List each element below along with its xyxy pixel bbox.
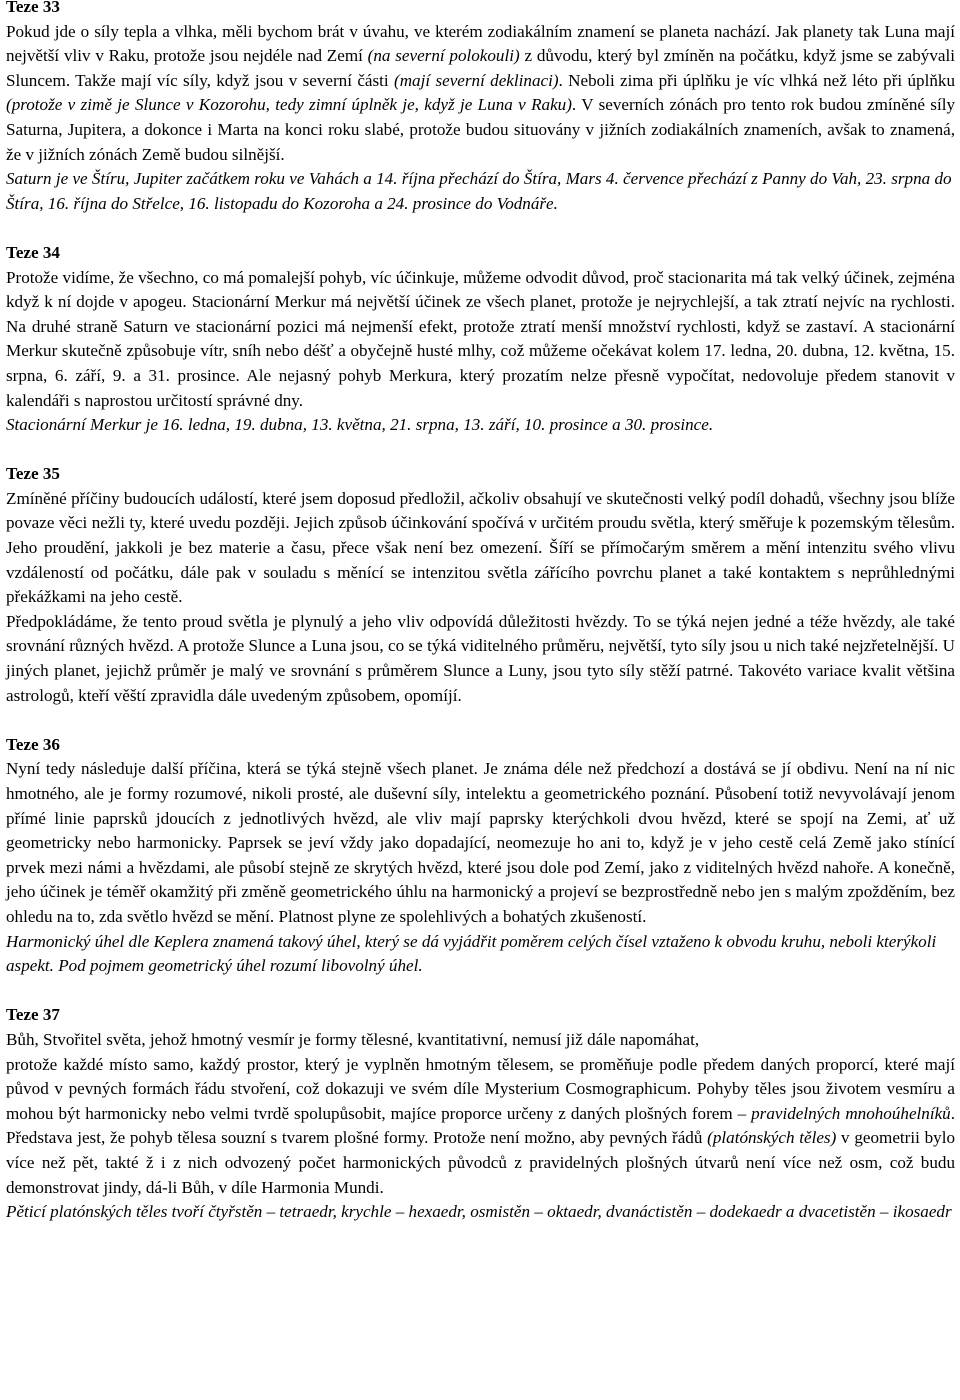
- text-run: . Představa jest, že pohyb tělesa souzní s tvarem plošné formy. Protože není možno, aby pevných řádů: [6, 1103, 955, 1148]
- body-paragraph: [6, 413, 955, 438]
- section-heading: Teze 35: [6, 464, 60, 484]
- italic-text: (platónských těles): [707, 1128, 837, 1148]
- italic-text: (na severní polokouli): [367, 46, 520, 66]
- body-paragraph: [6, 487, 955, 610]
- thesis-section: [6, 241, 955, 438]
- body-paragraph: [6, 167, 955, 216]
- section-heading: Teze 36: [6, 734, 60, 754]
- document-page: [6, 0, 955, 1225]
- text-run: . Neboli zima při úplňku je víc vlhká než léto při úplňku: [558, 70, 955, 90]
- text-run: Zmíněné příčiny budoucích událostí, které jsem doposud předložil, ačkoliv obsahují ve skutečnosti velký podíl dohadů, všechny jsou blíže povaze věci nežli ty, které uvedu později. Jejich způsob účinkování spočívá v určitém proudu světla, který směřuje k pozemským tělesům. Jeho proudění, jakkoli je bez materie a času, přece však není bez omezení. Šíří se přímočarým směrem a mění intenzitu svého vlivu vzdáleností od počátku, dále pak v souladu s měnící se intenzitou světla zářícího povrchu planet a také kontaktem s neprůhlednými překážkami na jeho cestě.: [6, 488, 955, 607]
- thesis-section: [6, 733, 955, 979]
- text-run: v geometrii bylo více než pět, takté ž i z nich odvozený počet harmonických původců z pravidelných plošných útvarů není více než osm, což budu demonstrovat jindy, dá-li Bůh, v díle Harmonia Mundi.: [6, 1128, 955, 1197]
- italic-text: pravidelných mnohoúhelníků: [751, 1103, 951, 1123]
- body-paragraph: [6, 20, 955, 168]
- text-run: Předpokládáme, že tento proud světla je plynulý a jeho vliv odpovídá důležitosti hvězdy. To se týká nejen jedné a téže hvězdy, ale také srovnání různých hvězd. A protože Slunce a Luna jsou, co se týká viditelného průměru, největší, tyto síly jsou u nich také nejzřetelnější. U jiných planet, jejichž průměr je malý ve srovnání s průměrem Slunce a Luny, jsou tyto síly stěží patrné. Takovéto variace kvalit většina astrologů, kteří věští zpravidla dále uvedeným způsobem, opomíjí.: [6, 611, 955, 705]
- italic-text: (protože v zimě je Slunce v Kozorohu, tedy zimní úplněk je, když je Luna v Raku): [6, 95, 572, 115]
- text-run: Bůh, Stvořitel světa, jehož hmotný vesmír je formy tělesné, kvantitativní, nemusí již dále napomáhat,: [6, 1029, 700, 1049]
- body-paragraph: [6, 1053, 955, 1201]
- text-run: . V severních zónách pro tento rok budou zmíněné síly Saturna, Jupitera, a dokonce i Marta na konci roku slabé, protože budou situovány v jižních zodiakálních znameních, avšak to znamená, že v jižních zónách Země budou silnější.: [6, 95, 955, 164]
- italic-text: Saturn je ve Štíru, Jupiter začátkem roku ve Vahách a 14. října přechází do Štíra, Mars 4. července přechází z Panny do Vah, 23. srpna do Štíra, 16. října do Střelce, 16. listopadu do Kozoroha a 24. prosince do Vodnáře.: [6, 169, 952, 213]
- section-heading: Teze 34: [6, 242, 60, 262]
- body-paragraph: [6, 610, 955, 708]
- text-run: Pokud jde o síly tepla a vlhka, měli bychom brát v úvahu, ve kterém zodiakálním znamení se planeta nachází. Jak planety tak Luna mají největší vliv v Raku, protože jsou nejdéle nad Zemí: [6, 21, 955, 66]
- italic-text: Pěticí platónských těles tvoří čtyřstěn – tetraedr, krychle – hexaedr, osmistěn – oktaedr, dvanáctistěn – dodekaedr a dvacetistěn – ikosaedr: [6, 1202, 952, 1222]
- thesis-section: [6, 1003, 955, 1224]
- text-run: protože každé místo samo, každý prostor, který je vyplněn hmotným tělesem, se proměňuje podle předem daných proporcí, které mají původ v pevných formách řádu stvoření, což dokazuji ve svém díle Mysterium Cosmographicum. Pohyby těles jsou životem vesmíru a mohou být harmonicky nebo velmi tvrdě spolupůsobit, majíce proporce určeny z daných plošných forem –: [6, 1054, 955, 1123]
- body-paragraph: [6, 266, 955, 414]
- italic-text: Stacionární Merkur je 16. ledna, 19. dubna, 13. května, 21. srpna, 13. září, 10. prosince a 30. prosince.: [6, 415, 714, 435]
- section-heading: Teze 37: [6, 1005, 60, 1025]
- body-paragraph: [6, 757, 955, 929]
- body-paragraph: [6, 930, 955, 979]
- thesis-section: [6, 0, 955, 216]
- body-paragraph: [6, 1028, 955, 1053]
- text-run: z důvodu, který byl zmíněn na počátku, když jsme se zabývali Sluncem. Takže mají víc síly, když jsou v severní části: [6, 46, 955, 90]
- italic-text: Harmonický úhel dle Keplera znamená takový úhel, který se dá vyjádřit poměrem celých čísel vztaženo k obvodu kruhu, neboli kterýkoli aspekt. Pod pojmem geometrický úhel rozumí libovolný úhel.: [6, 931, 937, 976]
- text-run: Protože vidíme, že všechno, co má pomalejší pohyb, víc účinkuje, můžeme odvodit důvod, proč stacionarita má tak velký účinek, zejména když k ní dojde v apogeu. Stacionární Merkur má největší účinek ze všech planet, protože je nejrychlejší, a tak ztratí nejvíc na rychlosti. Na druhé straně Saturn ve stacionární pozici má nejmenší efekt, protože ztratí menší množství rychlosti, když se zastaví. A stacionární Merkur skutečně způsobuje vítr, sníh nebo déšť a obyčejně husté mlhy, což můžeme očekávat kolem 17. ledna, 20. dubna, 12. května, 15. srpna, 6. září, 9. a 31. prosince. Ale nejasný pohyb Merkura, který prozatím nelze přesně vypočítat, nedovoluje předem stanovit v kalendáři s naprostou určitostí správné dny.: [6, 267, 955, 410]
- text-run: Nyní tedy následuje další příčina, která se týká stejně všech planet. Je známa déle než předchozí a dostává se jí obdivu. Není na ní nic hmotného, ale je formy rozumové, nikoli prosté, ale duševní síly, intelektu a geometrického poznání. Působení totiž nevyvolávají jenom přímé linie paprsků jdoucích z jednotlivých hvězd, ale vliv mají paprsky kterýchkoli dvou hvězd, které se spojí na Zemi, ať už geometricky nebo harmonicky. Paprsek se jeví vždy jako dopadající, neomezuje ho ani to, když je v jeho cestě celá Země jako stínící prvek mezi námi a hvězdami, ale působí stejně ze skrytých hvězd, které jsou dole pod Zemí, jako z viditelných hvězd nahoře. A konečně, jeho účinek je téměř okamžitý při změně geometrického úhlu na harmonický a projeví se bezprostředně nebo jen s malým zpožděním, bez ohledu na to, zda světlo hvězd se mění. Platnost plyne ze spolehlivých a bohatých zkušeností.: [6, 759, 955, 926]
- thesis-section: [6, 462, 955, 708]
- italic-text: (mají severní deklinaci): [394, 70, 559, 90]
- section-heading: Teze 33: [6, 0, 60, 16]
- body-paragraph: [6, 1200, 955, 1225]
